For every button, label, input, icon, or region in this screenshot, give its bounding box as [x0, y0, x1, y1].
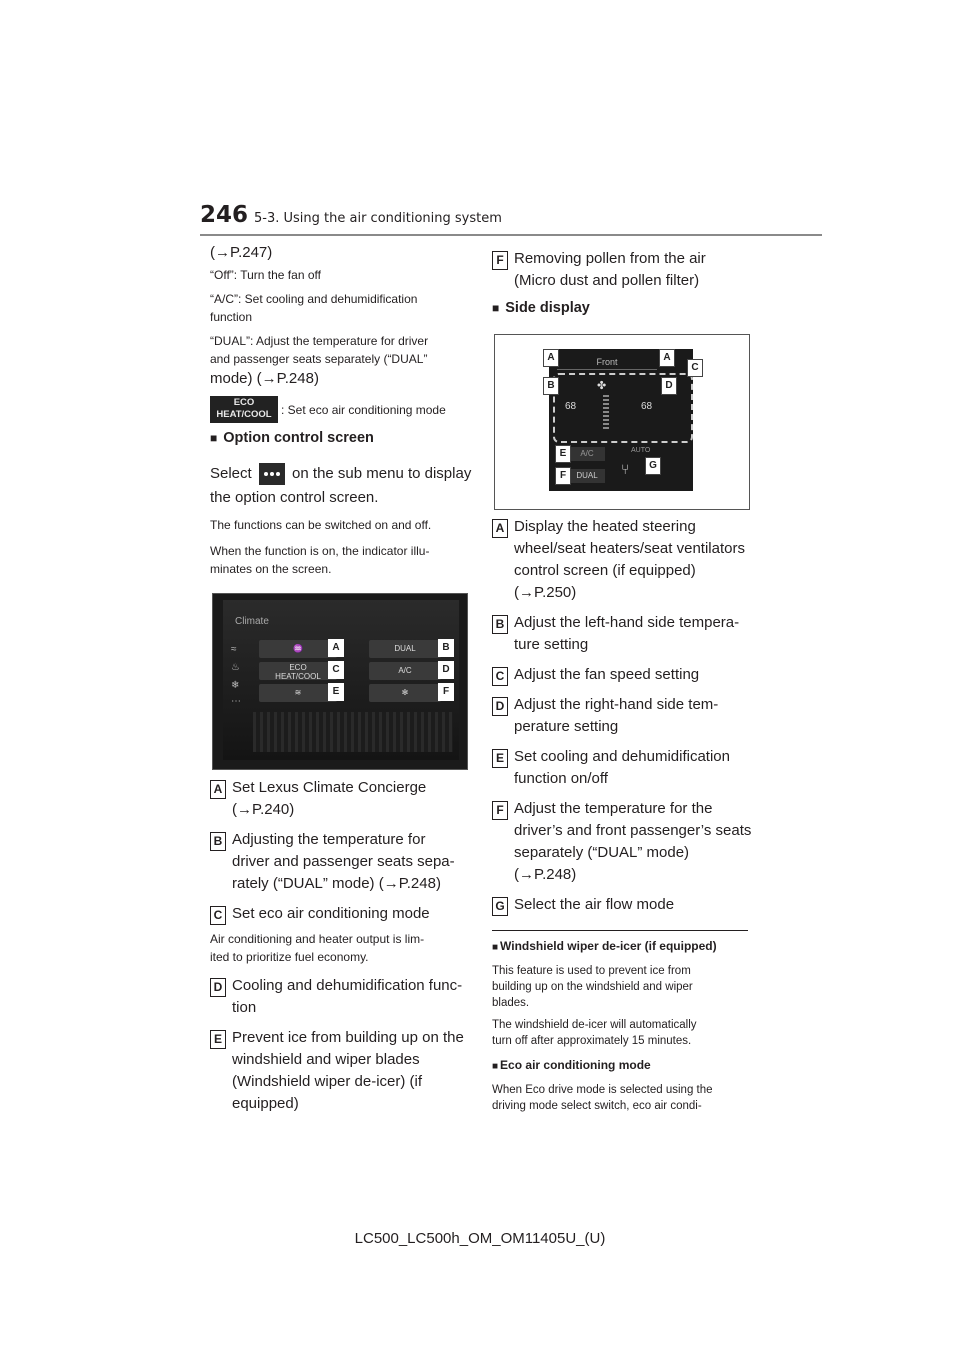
side-label-c: C — [687, 359, 703, 377]
item-e-line1: Prevent ice from building up on the — [232, 1029, 464, 1046]
air-flow-seat-icon: ⑂ — [621, 461, 630, 477]
square-bullet-icon: ■ — [492, 942, 499, 953]
right-item-d-line1: Adjust the right-hand side tem- — [514, 696, 719, 713]
option-control-screen-image — [212, 593, 468, 770]
side-icon-4: ⋯ — [231, 696, 241, 707]
right-item-d-text — [514, 694, 718, 738]
item-c-line1: Set eco air conditioning mode — [232, 905, 430, 922]
item-d-line2: tion — [232, 999, 257, 1016]
right-badge-a: A — [492, 519, 508, 538]
wiper-text-4: The windshield de-icer will automatically — [492, 1019, 697, 1031]
item-e-text — [232, 1027, 464, 1115]
select-instruction-2: the option control screen. — [210, 489, 379, 506]
ac-description-2: function — [210, 310, 253, 324]
right-item-f-line4: (→P.248) — [514, 866, 577, 883]
ref-link: (→P.247) — [210, 244, 273, 261]
right-item-e-line1: Set cooling and dehumidification — [514, 748, 730, 765]
right-item-e-line2: function on/off — [514, 770, 608, 787]
eco-button-line2: HEAT/COOL — [216, 409, 272, 420]
side-label-f: F — [555, 467, 571, 485]
option-control-heading — [210, 429, 374, 447]
right-item-a-line2: wheel/seat heaters/seat ventilators — [514, 540, 745, 557]
right-item-g-text — [514, 894, 674, 916]
fan-speed-bar — [603, 395, 609, 429]
eco-heat-cool-button — [210, 396, 278, 423]
wiper-text-2: building up on the windshield and wiper — [492, 981, 693, 993]
right-item-c-line1: Adjust the fan speed setting — [514, 666, 700, 683]
select-post-text: on the sub menu to display — [292, 465, 472, 482]
notes-divider — [492, 930, 748, 931]
right-item-f-text — [514, 798, 751, 886]
left-temp-readout: 68 — [565, 401, 577, 412]
ac-description-1: “A/C”: Set cooling and dehumidification — [210, 292, 418, 306]
right-item-b-line1: Adjust the left-hand side tempera- — [514, 614, 740, 631]
select-pre-text: Select — [210, 465, 252, 482]
indicator-note-2: minates on the screen. — [210, 562, 332, 576]
side-screen-front-label: Front — [557, 357, 657, 370]
fan-icon: ✤ — [597, 380, 607, 392]
badge-d: D — [210, 978, 226, 997]
side-label-b: B — [543, 377, 559, 395]
eco-note-1: Air conditioning and heater output is lim- — [210, 932, 425, 946]
right-item-e-text — [514, 746, 730, 790]
wiper-text-1: This feature is used to prevent ice from — [492, 965, 691, 977]
screen-label-c: C — [328, 661, 344, 679]
right-badge-e: E — [492, 749, 508, 768]
document-footer: LC500_LC500h_OM_OM11405U_(U) — [354, 1230, 606, 1247]
side-display-heading — [492, 299, 590, 317]
screen-label-a: A — [328, 639, 344, 657]
right-item-a-line4: (→P.250) — [514, 584, 577, 601]
right-item-b-text — [514, 612, 739, 656]
screen-floor-pattern — [253, 712, 453, 752]
right-item-c-text — [514, 664, 699, 686]
side-icon-3: ❄ — [231, 680, 240, 691]
item-e-line2: windshield and wiper blades — [232, 1051, 420, 1068]
right-item-b-line2: ture setting — [514, 636, 589, 653]
side-display-image — [494, 334, 750, 510]
dual-description-2: and passenger seats separately (“DUAL” — [210, 352, 428, 366]
side-label-a-left: A — [543, 349, 559, 367]
right-item-f-line3: separately (“DUAL” mode) — [514, 844, 690, 861]
wiper-heading — [492, 939, 717, 953]
right-badge-b: B — [492, 615, 508, 634]
square-bullet-icon: ■ — [492, 1061, 499, 1072]
item-f-top-line1: Removing pollen from the air — [514, 250, 706, 267]
item-d-text — [232, 975, 462, 1019]
right-badge-g: G — [492, 897, 508, 916]
item-b-line3: rately (“DUAL” mode) (→P.248) — [232, 875, 441, 892]
item-e-line3: (Windshield wiper de-icer) (if — [232, 1073, 423, 1090]
item-a-line1: Set Lexus Climate Concierge — [232, 779, 427, 796]
eco-button-line1: ECO — [233, 397, 255, 408]
section-title: 5-3. Using the air conditioning system — [254, 211, 502, 226]
eco-heat-cool-screen-button — [259, 662, 337, 680]
right-item-g-line1: Select the air flow mode — [514, 896, 675, 913]
header-divider — [200, 234, 822, 236]
side-label-d: D — [661, 377, 677, 395]
page-number: 246 — [200, 202, 249, 228]
right-temp-readout: 68 — [641, 401, 653, 412]
right-item-f-line1: Adjust the temperature for the — [514, 800, 713, 817]
item-b-line1: Adjusting the temperature for — [232, 831, 426, 848]
side-auto-label: AUTO — [631, 447, 651, 454]
screen-eco-line2: HEAT/COOL — [275, 672, 321, 681]
right-item-a-text — [514, 516, 745, 604]
dual-description-3: mode) (→P.248) — [210, 370, 319, 387]
item-c-text — [232, 903, 430, 925]
ac-screen-button: A/C — [369, 662, 441, 680]
side-label-a-right: A — [659, 349, 675, 367]
item-d-line1: Cooling and dehumidification func- — [232, 977, 463, 994]
square-bullet-icon: ■ — [210, 431, 218, 445]
eco-mode-heading-text: Eco air conditioning mode — [500, 1058, 651, 1072]
right-item-d-line2: perature setting — [514, 718, 619, 735]
item-e-line4: equipped) — [232, 1095, 299, 1112]
dual-screen-button: DUAL — [369, 640, 441, 658]
right-badge-f: F — [492, 801, 508, 820]
item-a-line2: (→P.240) — [232, 801, 295, 818]
wiper-heading-text: Windshield wiper de-icer (if equipped) — [500, 939, 717, 953]
screen-title: Climate — [235, 616, 269, 627]
side-label-e: E — [555, 445, 571, 463]
badge-b: B — [210, 832, 226, 851]
off-description: “Off”: Turn the fan off — [210, 268, 321, 282]
right-badge-c: C — [492, 667, 508, 686]
side-dual-button: DUAL — [569, 469, 605, 483]
more-options-icon — [259, 463, 285, 485]
eco-mode-heading — [492, 1058, 651, 1072]
eco-mode-text-2: driving mode select switch, eco air condi- — [492, 1100, 702, 1112]
side-heading-text: Side display — [505, 300, 590, 316]
dual-description-1: “DUAL”: Adjust the temperature for driver — [210, 334, 429, 348]
side-ac-button: A/C — [569, 447, 605, 461]
square-bullet-icon: ■ — [492, 301, 500, 315]
functions-note: The functions can be switched on and off. — [210, 518, 432, 532]
screen-eco-line1: ECO — [289, 663, 307, 672]
item-b-text — [232, 829, 455, 895]
side-label-g: G — [645, 457, 661, 475]
right-item-f-line2: driver’s and front passenger’s seats — [514, 822, 752, 839]
item-a-text — [232, 777, 426, 821]
wiper-deicer-button: ≋ — [259, 684, 337, 702]
pollen-filter-button: ✻ — [369, 684, 441, 702]
eco-description: : Set eco air conditioning mode — [281, 403, 446, 417]
select-instruction — [210, 463, 471, 485]
badge-e: E — [210, 1030, 226, 1049]
screen-label-f: F — [438, 683, 454, 701]
badge-f-top: F — [492, 251, 508, 270]
wiper-text-3: blades. — [492, 997, 530, 1009]
right-item-a-line3: control screen (if equipped) — [514, 562, 696, 579]
item-f-top-line2: (Micro dust and pollen filter) — [514, 272, 700, 289]
option-heading-text: Option control screen — [223, 430, 374, 446]
screen-label-b: B — [438, 639, 454, 657]
side-icon-2: ♨ — [231, 662, 240, 673]
side-icon-1: ≈ — [231, 644, 237, 655]
indicator-note-1: When the function is on, the indicator illu- — [210, 544, 430, 558]
badge-a: A — [210, 780, 226, 799]
item-f-top-text — [514, 248, 706, 292]
screen-label-d: D — [438, 661, 454, 679]
right-item-a-line1: Display the heated steering — [514, 518, 696, 535]
item-b-line2: driver and passenger seats sepa- — [232, 853, 455, 870]
wiper-text-5: turn off after approximately 15 minutes. — [492, 1035, 692, 1047]
screen-label-e: E — [328, 683, 344, 701]
right-badge-d: D — [492, 697, 508, 716]
eco-mode-text-1: When Eco drive mode is selected using the — [492, 1084, 713, 1096]
eco-note-2: ited to prioritize fuel economy. — [210, 950, 369, 964]
badge-c: C — [210, 906, 226, 925]
concierge-button: ♒ — [259, 640, 337, 658]
